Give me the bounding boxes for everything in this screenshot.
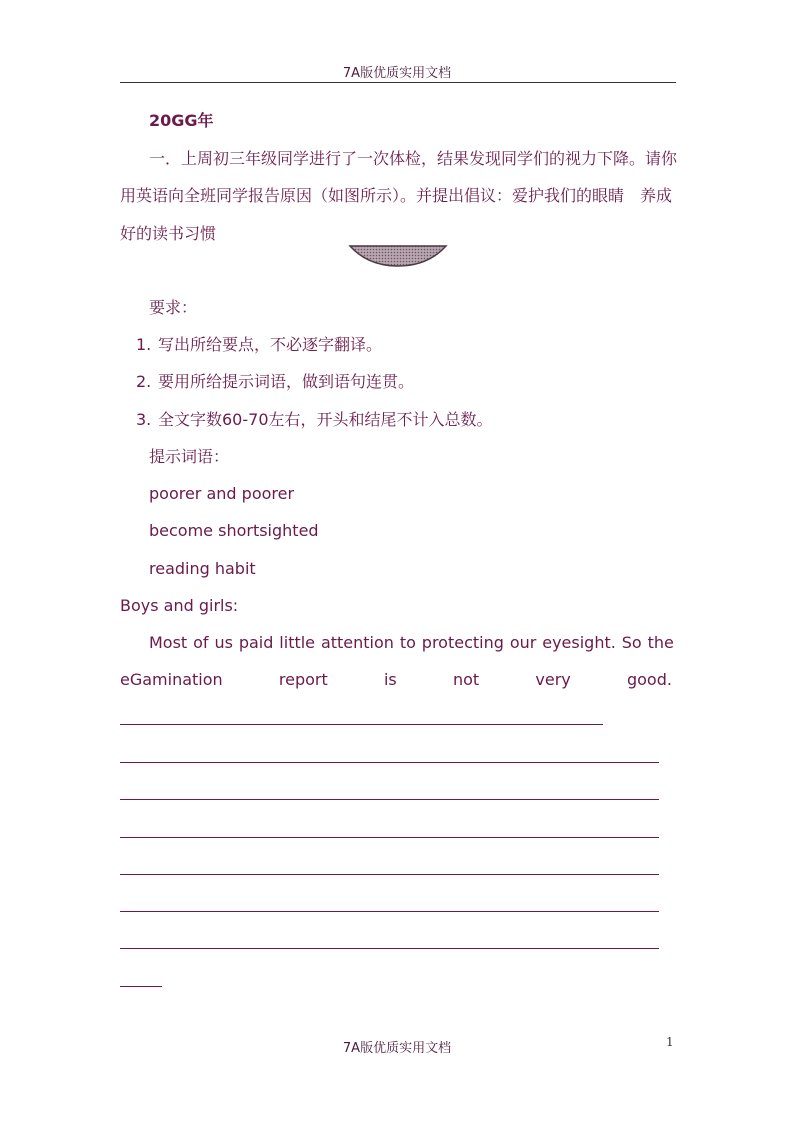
body-word: very	[535, 670, 571, 689]
page-header: 7A版优质实用文档	[342, 66, 452, 81]
body-word: us	[214, 633, 233, 652]
body-word: is	[383, 670, 397, 689]
answer-line	[120, 948, 659, 949]
header-rule	[120, 82, 676, 83]
requirement-text: 全文字数60-70左右，开头和结尾不计入总数。	[158, 410, 493, 429]
hint-item-1: poorer and poorer	[149, 484, 295, 503]
body-word: paid	[238, 633, 274, 652]
body-word: the	[647, 633, 674, 652]
hint-title: 提示词语：	[149, 447, 230, 466]
intro-line-3: 好的读书习惯	[120, 224, 217, 243]
greeting: Boys and girls:	[120, 596, 239, 615]
requirement-item-3	[136, 410, 696, 430]
hint-item-3: reading habit	[149, 559, 256, 578]
body-word: good.	[626, 670, 672, 689]
body-word: of	[193, 633, 209, 652]
body-word: protecting	[421, 633, 504, 652]
body-word: not	[452, 670, 480, 689]
intro-line-2: 用英语向全班同学报告原因（如图所示）。并提出倡议：爱护我们的眼睛 养成	[120, 186, 673, 205]
body-word: Most	[149, 633, 188, 652]
body-line-1	[149, 633, 674, 653]
requirement-number: 2.	[136, 372, 152, 391]
body-word: attention	[320, 633, 394, 652]
answer-line	[120, 724, 603, 725]
requirement-item-2	[136, 372, 696, 392]
answer-line	[120, 911, 659, 912]
answer-line	[120, 986, 162, 987]
requirement-number: 1.	[136, 335, 152, 354]
requirement-text: 写出所给要点，不必逐字翻译。	[158, 335, 383, 354]
answer-line	[120, 762, 659, 763]
body-word: eyesight.	[542, 633, 616, 652]
body-word: our	[509, 633, 537, 652]
body-word: So	[621, 633, 642, 652]
requirement-item-1	[136, 335, 696, 355]
body-word: report	[278, 670, 328, 689]
intro-line-1: 一．上周初三年级同学进行了一次体检，结果发现同学们的视力下降。请你	[149, 149, 678, 168]
requirement-number: 3.	[136, 410, 152, 429]
requirement-text: 要用所给提示词语，做到语句连贯。	[158, 372, 415, 391]
body-word: little	[279, 633, 316, 652]
body-line-2	[120, 670, 680, 690]
requirements-title: 要求：	[149, 298, 198, 317]
answer-line	[120, 799, 659, 800]
body-word: to	[399, 633, 416, 652]
year-heading: 20GG年	[149, 111, 214, 130]
hint-item-2: become shortsighted	[149, 521, 319, 540]
page-number: 1	[666, 1035, 674, 1049]
answer-line	[120, 837, 659, 838]
body-word: eGamination	[120, 670, 223, 689]
page-footer: 7A版优质实用文档	[342, 1041, 452, 1056]
answer-line	[120, 874, 659, 875]
figure-image	[348, 245, 448, 267]
